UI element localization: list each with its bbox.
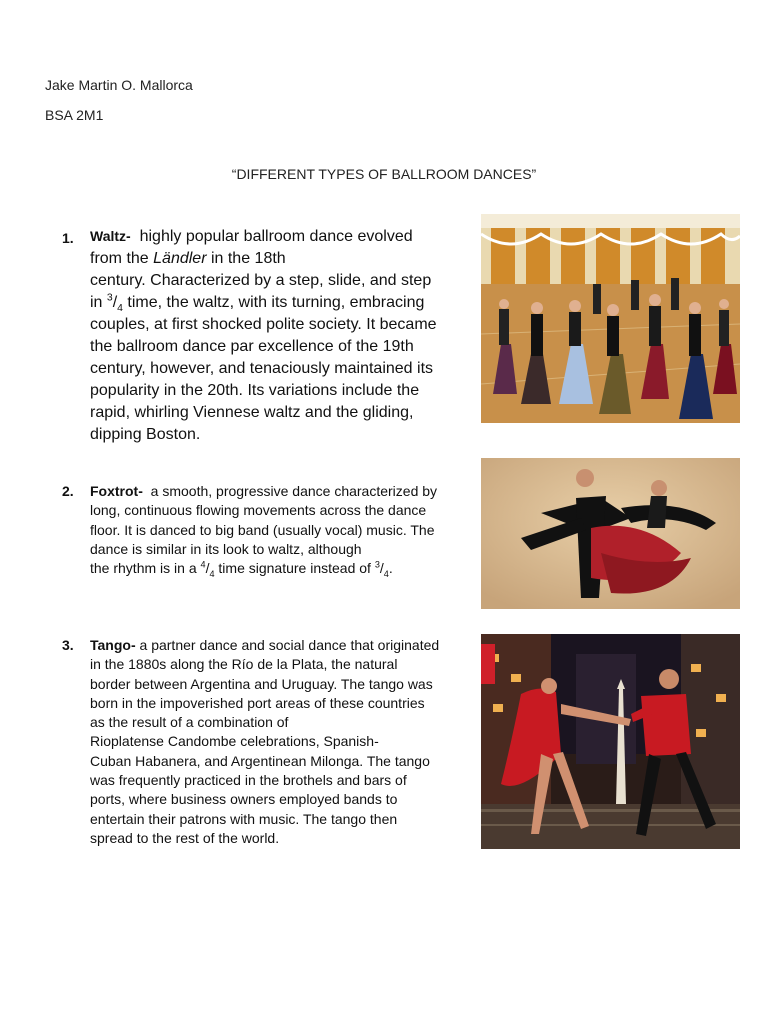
text-fragment: . [388,560,393,577]
text-line: Rioplatense Candombe celebrations, Spanish- [90,733,379,750]
item-number: 3. [62,637,74,653]
text-line: rapid, whirling Viennese waltz and the gliding, [90,404,414,421]
foxtrot-photo [481,458,740,609]
text-line: couples, at first shocked polite society. It became [90,316,437,333]
text-fragment: from the [90,250,154,267]
emphasis-text: Ländler [153,250,207,267]
waltz-photo [481,214,740,423]
text-line: born in the impoverished port areas of these countries [90,694,425,711]
dance-name: Waltz- [90,228,131,244]
waltz-line-1 [90,225,470,248]
text-line: a partner dance and social dance that originated [139,637,440,653]
text-fragment: in [90,294,107,311]
text-line: a smooth, progressive dance characterized by [150,483,438,499]
item-number: 2. [62,483,74,499]
text-line: century, however, and tenaciously maintained its [90,360,434,377]
time-sig-numerator: 4 [200,559,206,570]
text-line: Cuban Habanera, and Argentinean Milonga. The tango [90,752,430,769]
text-line: floor. It is danced to big band (usually vocal) music. The [90,521,435,538]
text-line: as the result of a combination of [90,714,289,731]
time-sig-numerator: 3 [374,559,380,570]
time-sig-denominator: 4 [383,568,389,579]
waltz-line-2 [90,248,470,270]
text-line: century. Characterized by a step, slide, and step [90,272,432,289]
text-line: popularity in the 20th. Its variations include the [90,382,420,399]
foxtrot-rhythm-line: the rhythm is in a $^4/_4$ time signature instead of $^3/_4$. [90,559,393,579]
document-title: “DIFFERENT TYPES OF BALLROOM DANCES” [231,166,537,182]
time-sig-denominator: 4 [209,568,215,579]
text-line: was frequently practiced in the brothels and bars of [90,772,407,789]
item-number: 1. [62,230,74,246]
text-line: the ballroom dance par excellence of the 19th [90,338,414,355]
tango-photo [481,634,740,849]
tango-line-1 [90,636,480,655]
time-sig-denominator: 4 [117,303,123,315]
text-fragment: time, the waltz, with its turning, embracing [122,294,425,311]
text-line: highly popular ballroom dance evolved [139,228,413,245]
time-sig-numerator: 3 [106,292,113,304]
waltz-line-4: in $^3/_4$ time, the waltz, with its turning, embracing [90,292,425,315]
foxtrot-line-1 [90,482,480,501]
text-fragment: time signature instead of [214,560,375,577]
text-line: long, continuous flowing movements across the dance [90,502,427,519]
text-line: ports, where business owners employed bands to [90,791,398,808]
class-section: BSA 2M1 [45,107,104,123]
text-line: entertain their patrons with music. The tango then [90,810,398,827]
text-line: dipping Boston. [90,426,201,443]
dance-name: Foxtrot- [90,483,143,499]
dance-name: Tango- [90,637,136,653]
text-line: dance is similar in its look to waltz, although [90,540,362,557]
text-fragment: the rhythm is in a [90,560,201,577]
text-line: spread to the rest of the world. [90,829,280,846]
author-name: Jake Martin O. Mallorca [45,77,193,93]
text-line: in the 1880s along the Río de la Plata, the natural [90,656,398,673]
text-line: border between Argentina and Uruguay. The tango was [90,675,433,692]
text-fragment: in the 18th [206,250,286,267]
